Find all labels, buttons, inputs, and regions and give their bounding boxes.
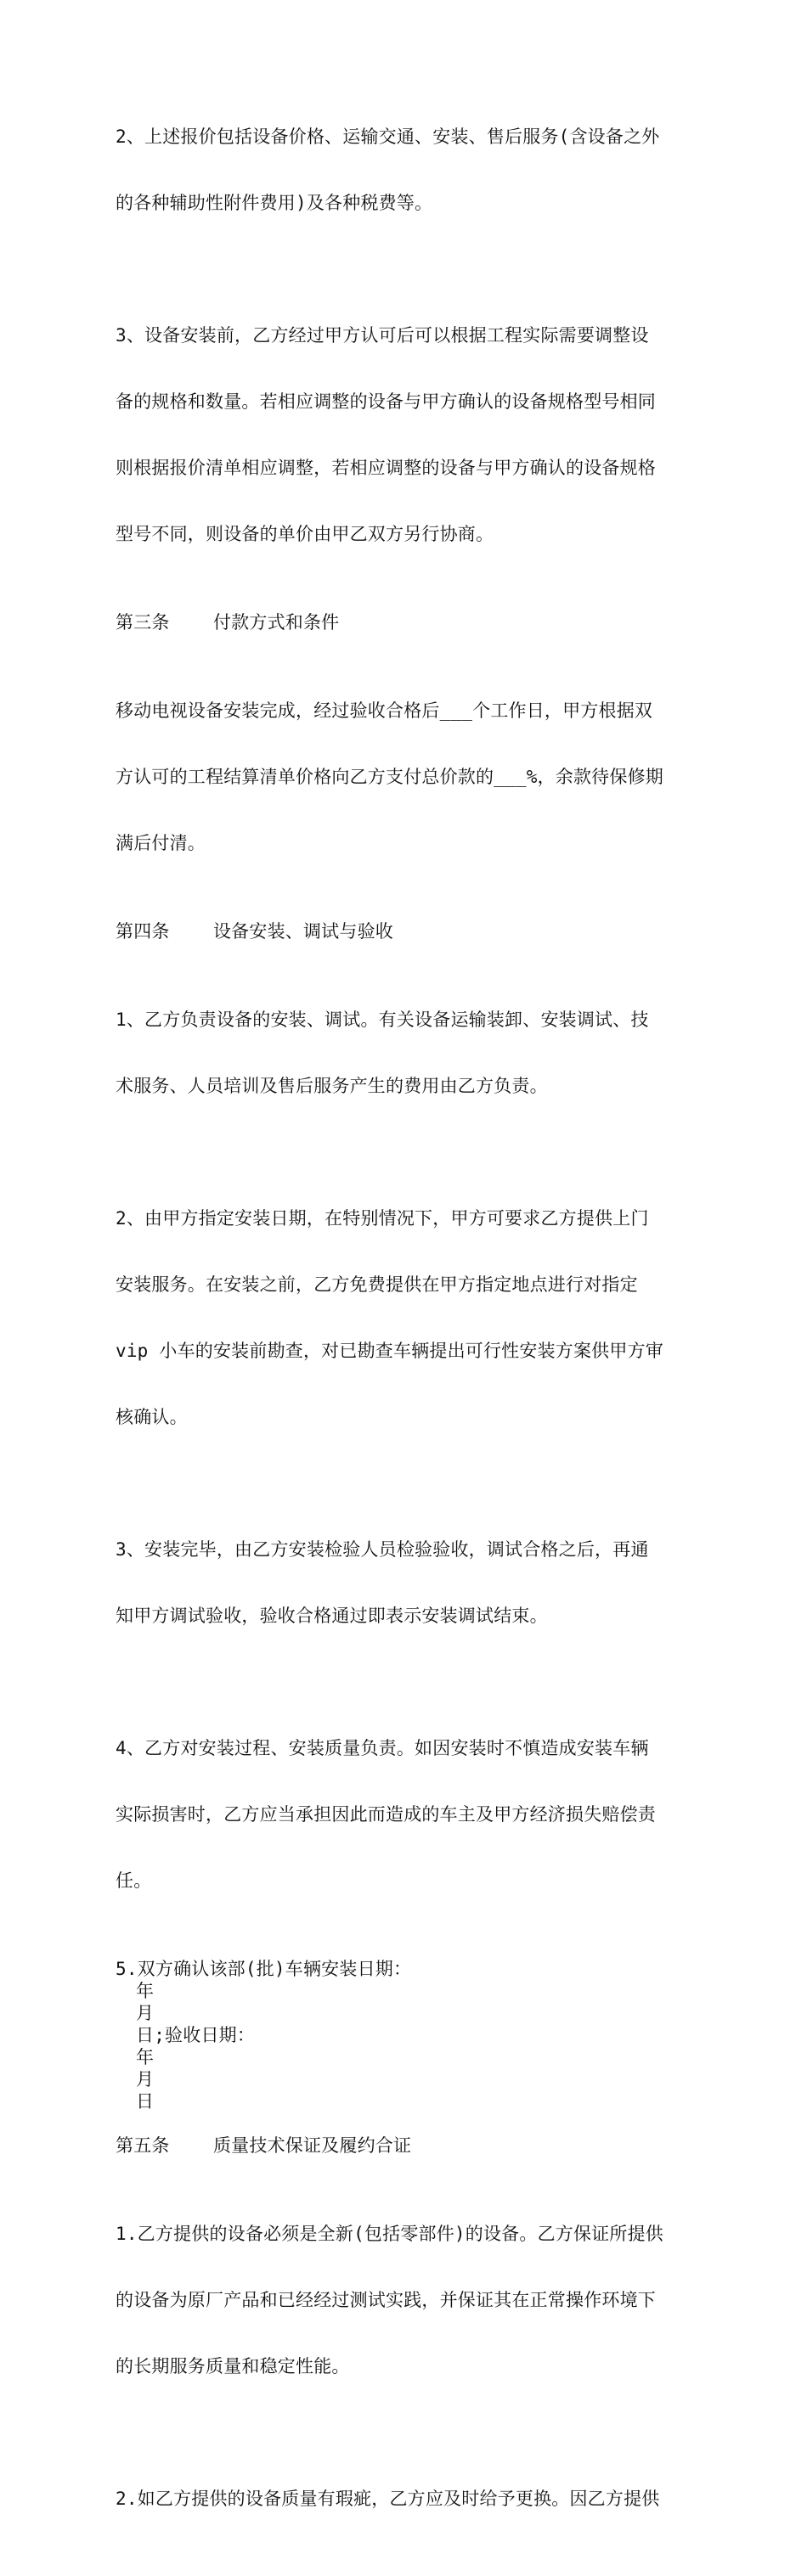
text-line: 3、设备安装前，乙方经过甲方认可后可以根据工程实际需要调整设 <box>116 325 649 346</box>
article-5-clause-1 <box>116 2179 693 2421</box>
date-field-day: 日;验收日期： <box>136 2025 256 2045</box>
text-line: 2.如乙方提供的设备质量有瑕疵，乙方应及时给予更换。因乙方提供 <box>116 2489 660 2509</box>
text-line: 备的规格和数量。若相应调整的设备与甲方确认的设备规格型号相同 <box>116 391 656 412</box>
text-line: 移动电视设备安装完成，经过验收合格后___个工作日，甲方根据双 <box>116 700 653 721</box>
article-4-clause-1 <box>116 965 693 1141</box>
article-3-body <box>116 655 693 898</box>
date-field-year: 年 <box>136 1981 155 2001</box>
text-line: 1、乙方负责设备的安装、调试。有关设备运输装卸、安装调试、技 <box>116 1010 649 1030</box>
text-line: 任。 <box>116 1870 152 1891</box>
acceptance-date-month: 月 <box>136 2069 155 2089</box>
text-line: 核确认。 <box>116 1407 188 1427</box>
text-line: 1.乙方提供的设备必须是全新(包括零部件)的设备。乙方保证所提供 <box>116 2224 663 2244</box>
text-line: 的长期服务质量和稳定性能。 <box>116 2356 350 2376</box>
price-clause-2 <box>116 82 693 258</box>
text-line: 则根据报价清单相应调整，若相应调整的设备与甲方确认的设备规格 <box>116 458 656 478</box>
text-line: 3、安装完毕，由乙方安装检验人员检验验收，调试合格之后，再通 <box>116 1539 649 1560</box>
text-line: 知甲方调试验收，验收合格通过即表示安装调试结束。 <box>116 1606 548 1626</box>
text-line: 2、上述报价包括设备价格、运输交通、安装、售后服务(含设备之外 <box>116 127 660 147</box>
acceptance-date-day: 日 <box>136 2091 155 2112</box>
text-line: 实际损害时，乙方应当承担因此而造成的车主及甲方经济损失赔偿责 <box>116 1804 656 1825</box>
document-page <box>116 82 693 2576</box>
text-line: 满后付清。 <box>116 833 206 853</box>
text-line: vip 小车的安装前勘查，对已勘查车辆提出可行性安装方案供甲方审 <box>116 1341 663 1361</box>
article-4-clause-5 <box>116 1958 693 2112</box>
text-line: 方认可的工程结算清单价格向乙方支付总价款的___%，余款待保修期 <box>116 767 663 787</box>
acceptance-date-year: 年 <box>136 2047 155 2067</box>
text-line: 型号不同，则设备的单价由甲乙双方另行协商。 <box>116 524 494 544</box>
text-line: 2、由甲方指定安装日期，在特别情况下，甲方可要求乙方提供上门 <box>116 1208 649 1229</box>
article-5-clause-2 <box>116 2444 693 2554</box>
article-5-title: 第五条 质量技术保证及履约合证 <box>116 2135 412 2156</box>
text-line: 术服务、人员培训及售后服务产生的费用由乙方负责。 <box>116 1076 548 1096</box>
text-line: 安装服务。在安装之前，乙方免费提供在甲方指定地点进行对指定 <box>116 1274 638 1295</box>
article-4-clause-2 <box>116 1163 693 1472</box>
article-4-title: 第四条 设备安装、调试与验收 <box>116 921 393 942</box>
article-3-title: 第三条 付款方式和条件 <box>116 612 340 633</box>
article-4-clause-4 <box>116 1693 693 1936</box>
text-line: 的各种辅助性附件费用)及各种税费等。 <box>116 193 433 213</box>
text-line: 4、乙方对安装过程、安装质量负责。如因安装时不慎造成安装车辆 <box>116 1738 649 1758</box>
date-field-month: 月 <box>136 2003 155 2023</box>
text-line: 的设备为原厂产品和已经经过测试实践，并保证其在正常操作环境下 <box>116 2290 656 2310</box>
article-4-clause-3 <box>116 1494 693 1671</box>
text-line: 5.双方确认该部(批)车辆安装日期： <box>116 1959 412 1979</box>
price-clause-3 <box>116 280 693 589</box>
